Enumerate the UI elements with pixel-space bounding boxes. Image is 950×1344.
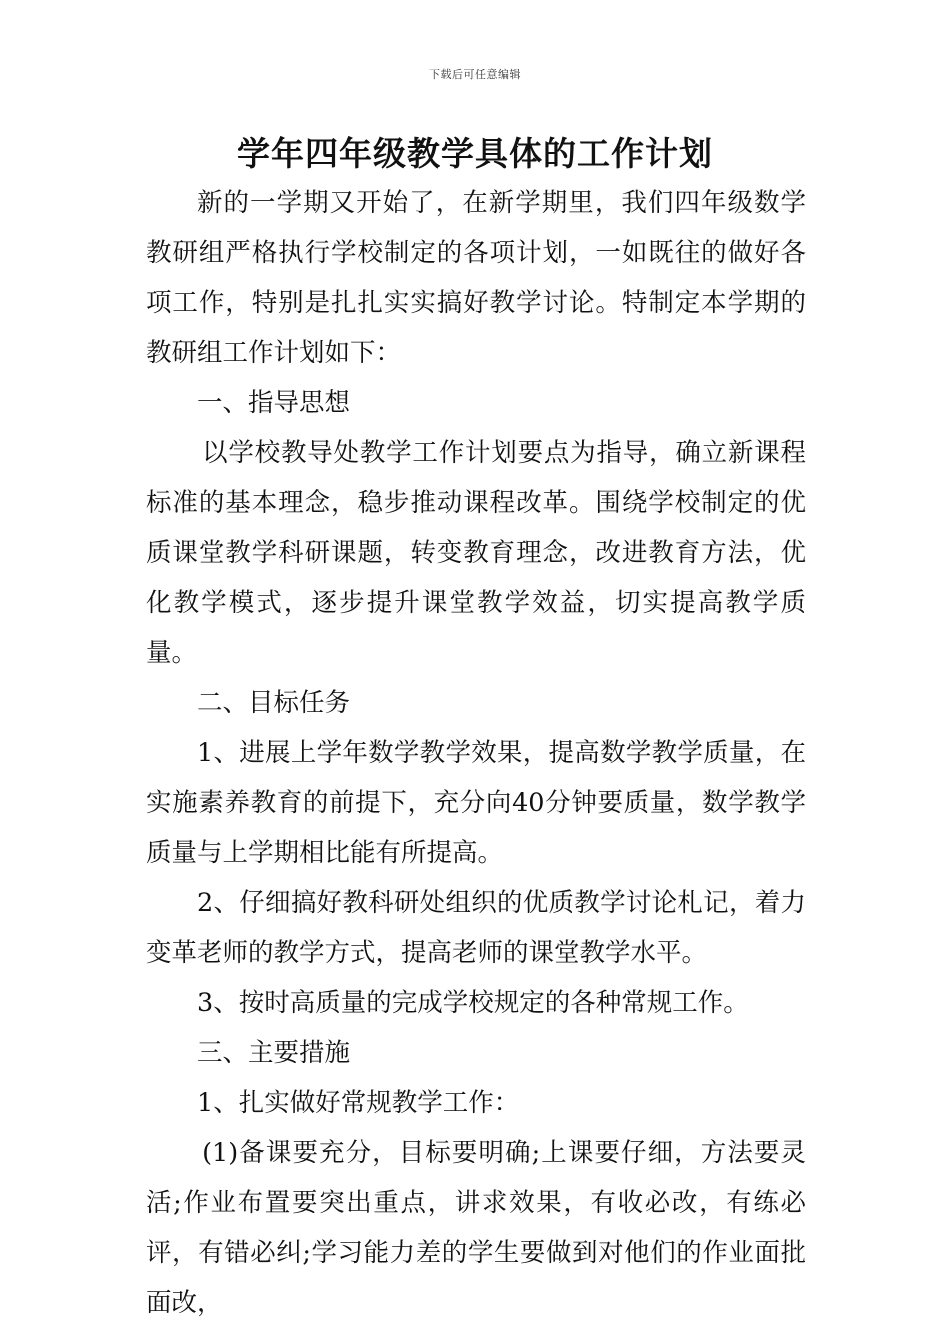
document-title: 学年四年级教学具体的工作计划 <box>237 134 713 173</box>
measure-item-1: 1、扎实做好常规教学工作： <box>197 1088 520 1118</box>
section-heading-measures: 三、主要措施 <box>197 1038 351 1068</box>
section-heading-guiding-thought: 一、指导思想 <box>197 388 351 418</box>
section-heading-goals: 二、目标任务 <box>197 688 351 718</box>
measure-item-1-sub-1: (1)备课要充分，目标要明确;上课要仔细，方法要灵活;作业布置要突出重点，讲求效果，有收必改，有练必评，有错必纠;学习能力差的学生要做到对他们的作业面批面改， <box>146 1138 806 1318</box>
guiding-thought-paragraph: 以学校教导处教学工作计划要点为指导，确立新课程标准的基本理念，稳步推动课程改革。围绕学校制定的优质课堂教学科研课题，转变教育理念，改进教育方法，优化教学模式，逐步提升课堂教学效益，切实提高教学质量。 <box>146 438 806 668</box>
intro-paragraph: 新的一学期又开始了，在新学期里，我们四年级数学教研组严格执行学校制定的各项计划，一如既往的做好各项工作，特别是扎扎实实搞好教学讨论。特制定本学期的教研组工作计划如下： <box>146 188 806 368</box>
goal-item-3: 3、按时高质量的完成学校规定的各种常规工作。 <box>197 988 749 1018</box>
document-body <box>146 178 806 1328</box>
header-note: 下载后可任意编辑 <box>429 68 521 81</box>
goal-item-1: 1、进展上学年数学教学效果，提高数学教学质量，在实施素养教育的前提下，充分向40分钟要质量，数学教学质量与上学期相比能有所提高。 <box>146 738 806 868</box>
goal-item-2: 2、仔细搞好教科研处组织的优质教学讨论札记，着力变革老师的教学方式，提高老师的课堂教学水平。 <box>146 888 806 968</box>
